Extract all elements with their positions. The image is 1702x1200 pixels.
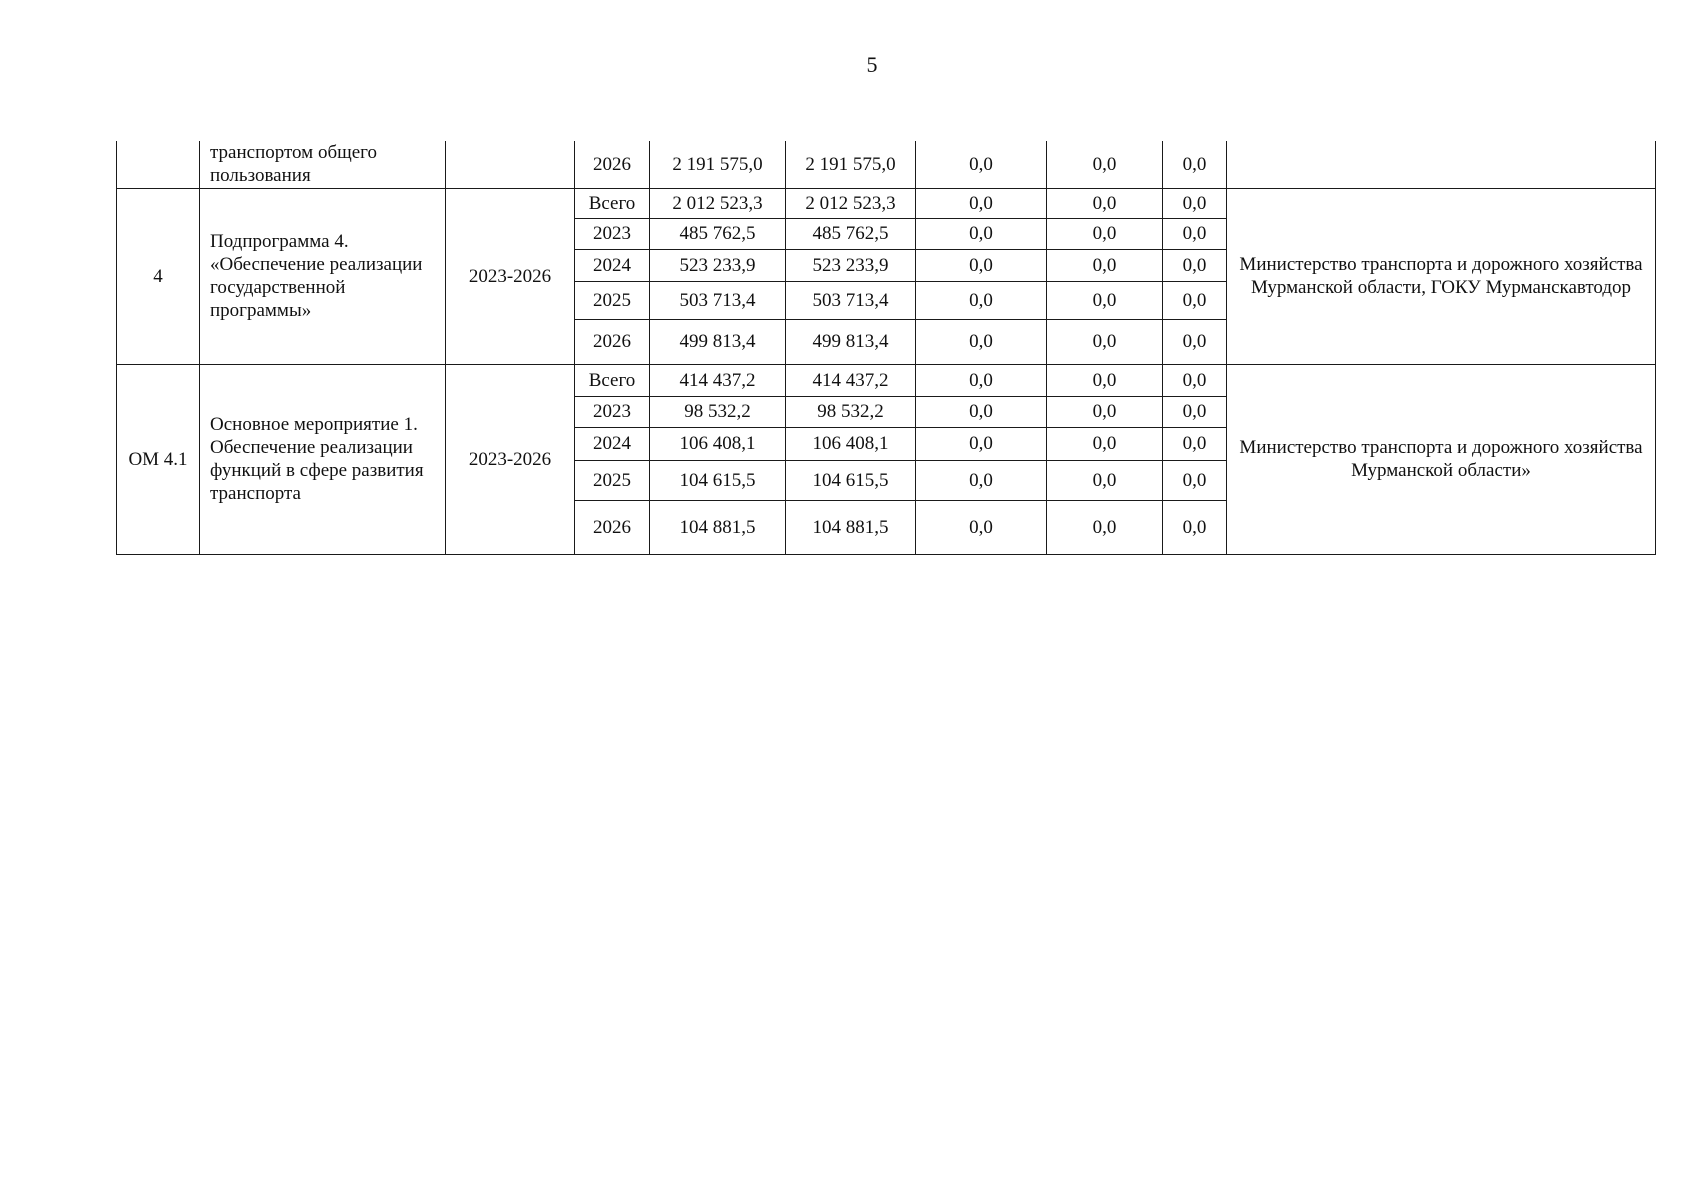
value-cell: 106 408,1 (786, 427, 916, 460)
period-cell: 2023-2026 (446, 364, 575, 554)
value-cell: 104 881,5 (650, 500, 786, 554)
budget-table (116, 141, 1656, 555)
value-cell: 523 233,9 (786, 249, 916, 281)
continuation-row (117, 141, 1656, 188)
value-cell: 2 191 575,0 (786, 141, 916, 188)
program-name-cell: Подпрограмма 4. «Обеспечение реализации государственной программы» (200, 188, 446, 364)
year-cell: 2026 (575, 319, 650, 364)
value-cell: 0,0 (1047, 500, 1163, 554)
value-cell: 2 191 575,0 (650, 141, 786, 188)
value-cell: 503 713,4 (786, 281, 916, 319)
value-cell: 0,0 (1047, 249, 1163, 281)
value-cell: 0,0 (916, 460, 1047, 500)
year-cell: 2024 (575, 427, 650, 460)
value-cell: 98 532,2 (650, 396, 786, 427)
year-cell: 2023 (575, 396, 650, 427)
value-cell: 0,0 (1047, 188, 1163, 218)
value-cell: 0,0 (1047, 364, 1163, 396)
year-cell: 2024 (575, 249, 650, 281)
continuation-period-cell (446, 141, 575, 188)
value-cell: 0,0 (1047, 218, 1163, 249)
value-cell: 0,0 (1163, 281, 1227, 319)
table-row (117, 188, 1656, 218)
year-cell: Всего (575, 364, 650, 396)
continuation-executor-cell (1227, 141, 1656, 188)
value-cell: 0,0 (1163, 249, 1227, 281)
value-cell: 0,0 (1047, 460, 1163, 500)
value-cell: 0,0 (916, 218, 1047, 249)
value-cell: 499 813,4 (786, 319, 916, 364)
value-cell: 0,0 (916, 500, 1047, 554)
value-cell: 104 615,5 (650, 460, 786, 500)
year-cell: 2026 (575, 500, 650, 554)
table-row (117, 364, 1656, 396)
executor-cell: Министерство транспорта и дорожного хозяйства Мурманской области, ГОКУ Мурманскавтодор (1227, 188, 1656, 364)
value-cell: 106 408,1 (650, 427, 786, 460)
value-cell: 0,0 (1047, 396, 1163, 427)
value-cell: 0,0 (1163, 427, 1227, 460)
value-cell: 0,0 (1047, 319, 1163, 364)
value-cell: 0,0 (916, 141, 1047, 188)
value-cell: 0,0 (916, 364, 1047, 396)
value-cell: 0,0 (1163, 500, 1227, 554)
value-cell: 0,0 (1163, 188, 1227, 218)
period-cell: 2023-2026 (446, 188, 575, 364)
value-cell: 485 762,5 (786, 218, 916, 249)
value-cell: 98 532,2 (786, 396, 916, 427)
value-cell: 414 437,2 (786, 364, 916, 396)
executor-cell: Министерство транспорта и дорожного хозяйства Мурманской области» (1227, 364, 1656, 554)
value-cell: 414 437,2 (650, 364, 786, 396)
value-cell: 0,0 (916, 249, 1047, 281)
value-cell: 0,0 (1163, 396, 1227, 427)
value-cell: 485 762,5 (650, 218, 786, 249)
value-cell: 0,0 (916, 427, 1047, 460)
value-cell: 0,0 (1163, 364, 1227, 396)
value-cell: 523 233,9 (650, 249, 786, 281)
value-cell: 0,0 (1047, 427, 1163, 460)
value-cell: 0,0 (1163, 218, 1227, 249)
continuation-number-cell (117, 141, 200, 188)
value-cell: 0,0 (1047, 281, 1163, 319)
year-cell: 2025 (575, 281, 650, 319)
row-number-cell: 4 (117, 188, 200, 364)
value-cell: 499 813,4 (650, 319, 786, 364)
value-cell: 0,0 (916, 396, 1047, 427)
value-cell: 0,0 (1163, 460, 1227, 500)
value-cell: 0,0 (916, 281, 1047, 319)
continuation-name-cell: транспортом общего пользования (200, 141, 446, 188)
value-cell: 0,0 (1047, 141, 1163, 188)
value-cell: 104 881,5 (786, 500, 916, 554)
year-cell: 2026 (575, 141, 650, 188)
row-number-cell: ОМ 4.1 (117, 364, 200, 554)
program-name-cell: Основное мероприятие 1. Обеспечение реализации функций в сфере развития транспорта (200, 364, 446, 554)
value-cell: 503 713,4 (650, 281, 786, 319)
value-cell: 104 615,5 (786, 460, 916, 500)
value-cell: 0,0 (1163, 319, 1227, 364)
value-cell: 0,0 (916, 319, 1047, 364)
year-cell: 2025 (575, 460, 650, 500)
value-cell: 2 012 523,3 (650, 188, 786, 218)
value-cell: 2 012 523,3 (786, 188, 916, 218)
page-number: 5 (866, 52, 878, 77)
value-cell: 0,0 (1163, 141, 1227, 188)
year-cell: 2023 (575, 218, 650, 249)
value-cell: 0,0 (916, 188, 1047, 218)
year-cell: Всего (575, 188, 650, 218)
